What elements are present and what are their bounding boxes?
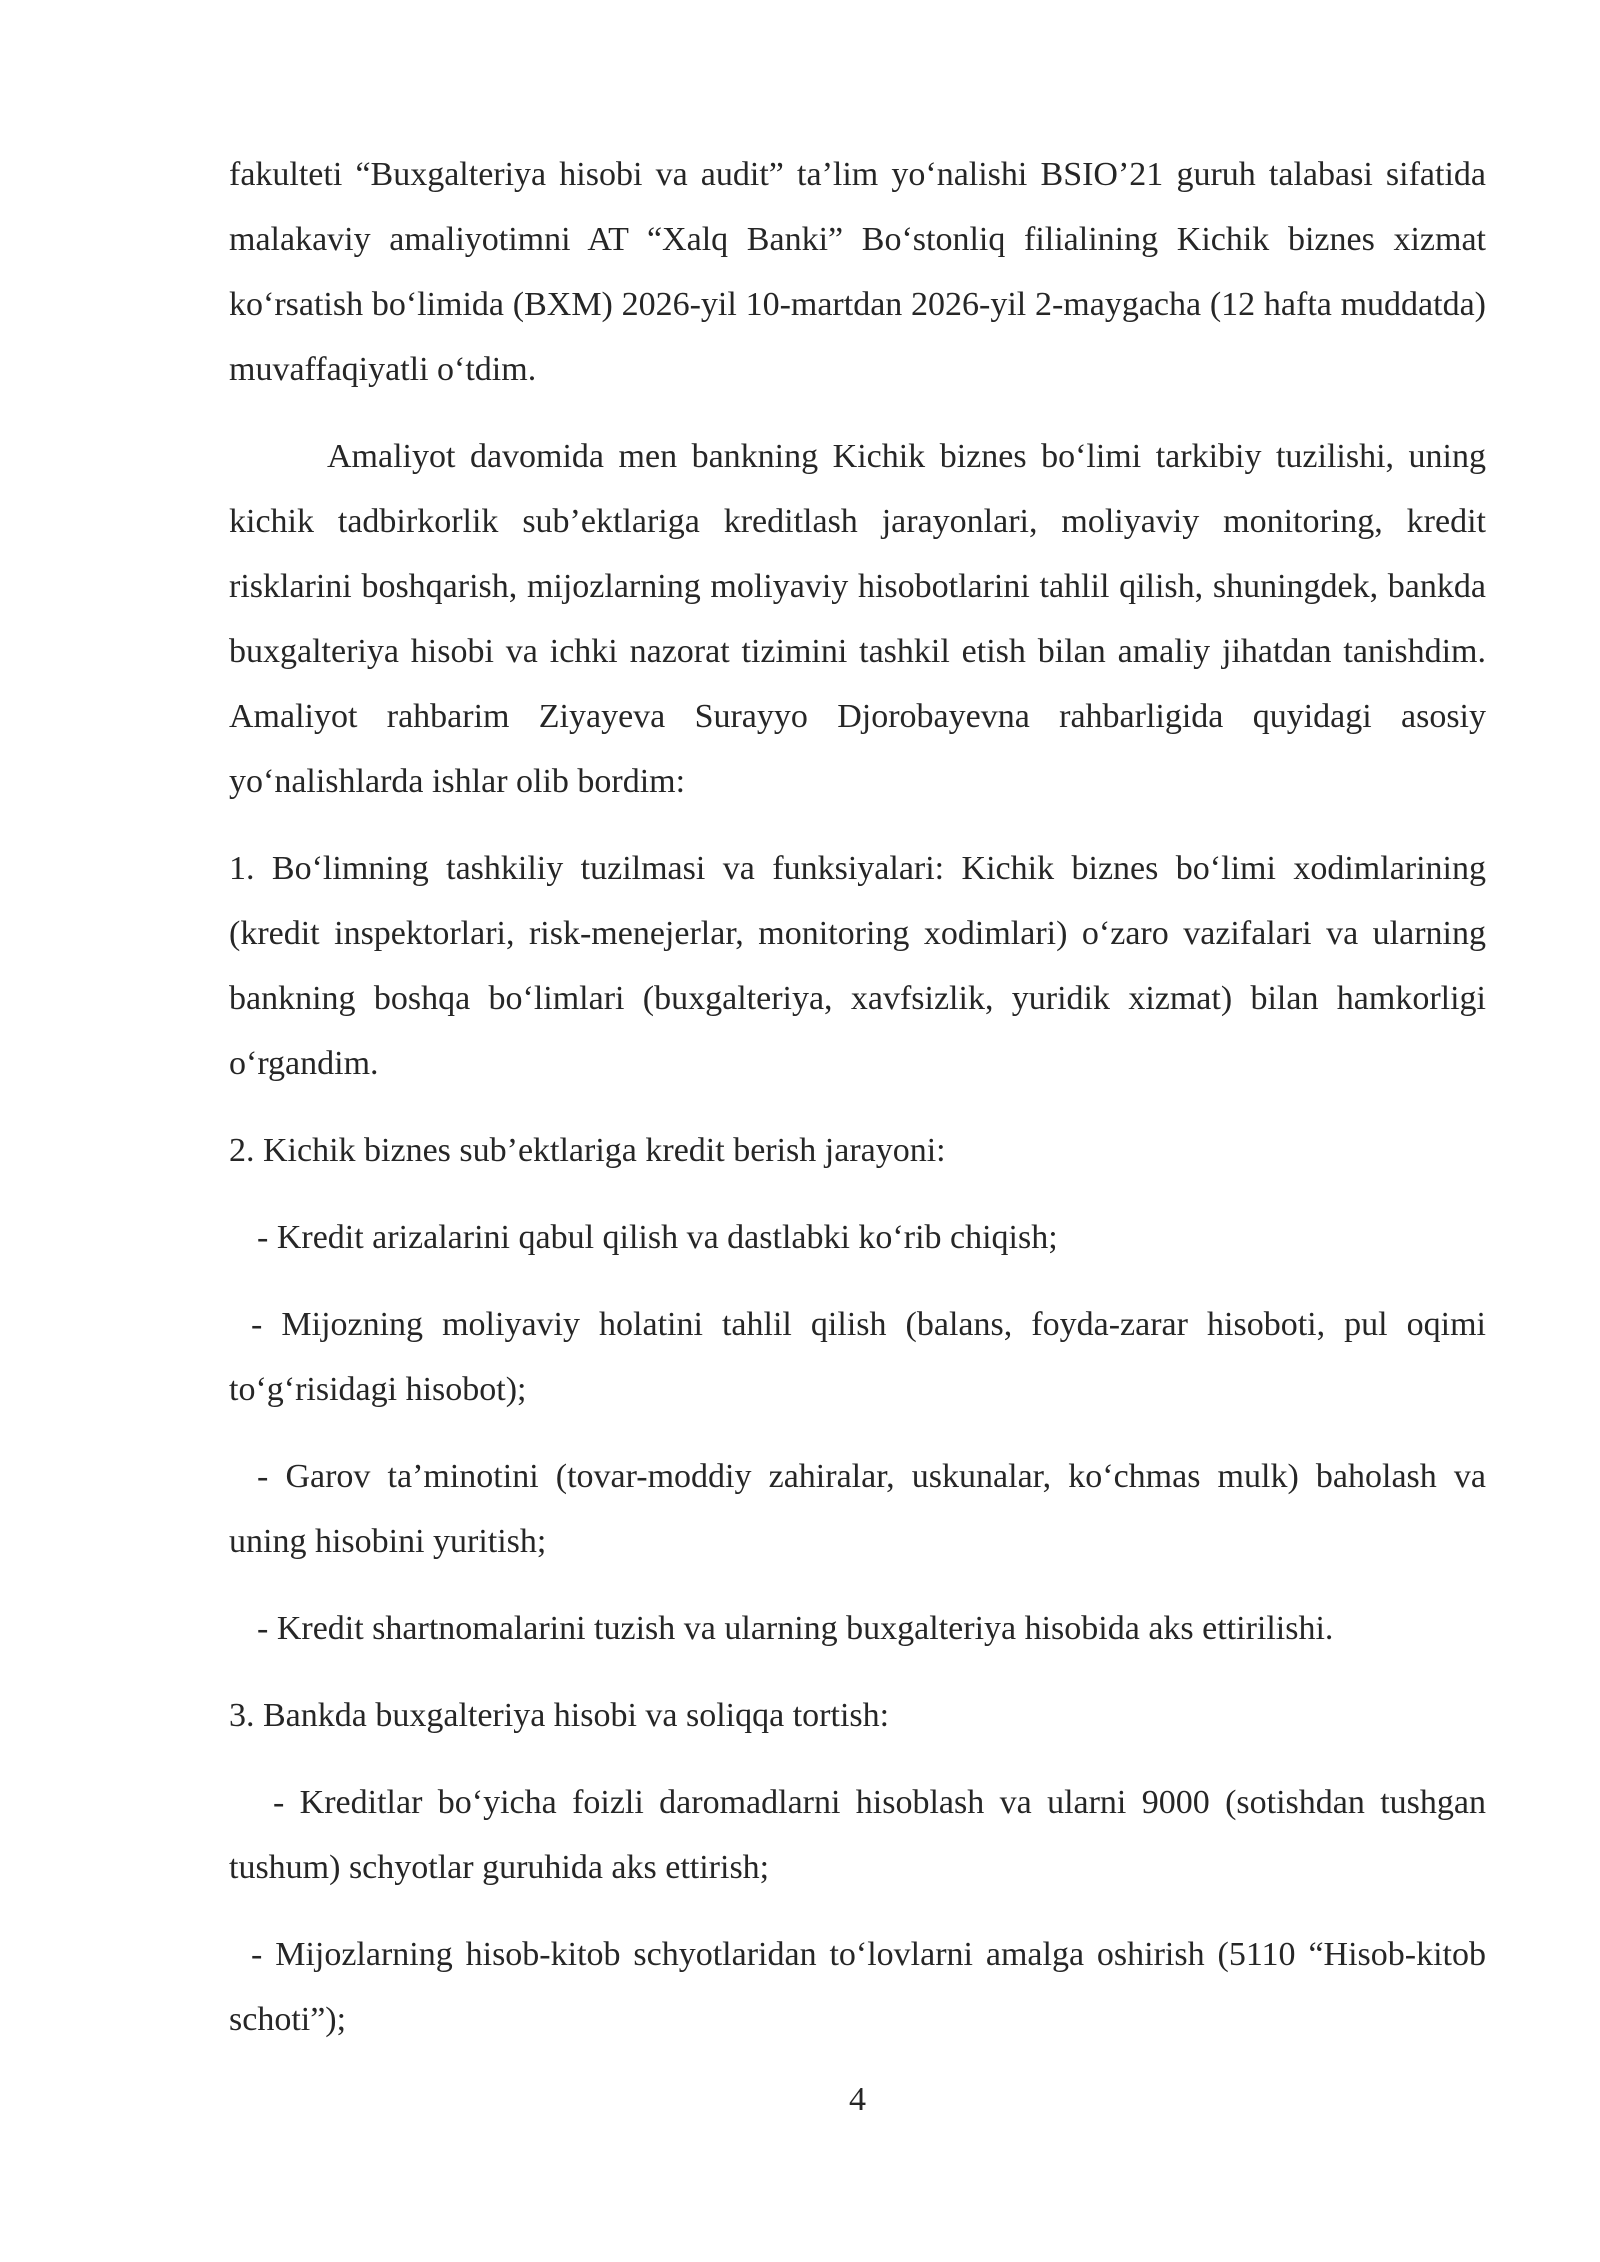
list-item: - Mijozlarning hisob-kitob schyotlaridan to‘lovlarni amalga oshirish (5110 “Hisob-kitob schoti”);: [229, 1936, 1486, 2038]
list-item: - Mijozning moliyaviy holatini tahlil qilish (balans, foyda-zarar hisoboti, pul oqimi to‘g‘risidagi hisobot);: [229, 1306, 1486, 1408]
paragraph-practice-overview: Amaliyot davomida men bankning Kichik biznes bo‘limi tarkibiy tuzilishi, uning kichik tadbirkorlik sub’ektlariga kreditlash jarayonlari, moliyaviy monitoring, kredit risklarini boshqarish, mijozlarning moliyaviy hisobotlarini tahlil qilish, shuningdek, bankda buxgalteriya hisobi va ichki nazorat tizimini tashkil etish bilan amaliy jihatdan tanishdim. Amaliyot rahbarim Ziyayeva Surayyo Djorobayevna rahbarligida quyidagi asosiy yo‘nalishlarda ishlar olib bordim:: [229, 438, 1486, 800]
section-1-organizational-structure: 1. Bo‘limning tashkiliy tuzilmasi va funksiyalari: Kichik biznes bo‘limi xodimlarining (kredit inspektorlari, risk-menejerlar, monitoring xodimlari) o‘zaro vazifalari va ularning bankning boshqa bo‘limlari (buxgalteriya, xavfsizlik, yuridik xizmat) bilan hamkorligi o‘rgandim.: [229, 850, 1486, 1082]
page-number: 4: [849, 2081, 866, 2118]
section-3-heading: 3. Bankda buxgalteriya hisobi va soliqqa tortish:: [229, 1697, 890, 1734]
list-item: - Garov ta’minotini (tovar-moddiy zahiralar, uskunalar, ko‘chmas mulk) baholash va uning hisobini yuritish;: [229, 1458, 1486, 1560]
section-2-heading: 2. Kichik biznes sub’ektlariga kredit berish jarayoni:: [229, 1132, 946, 1169]
document-page: [229, 142, 1486, 2052]
paragraph-intro-continuation: fakulteti “Buxgalteriya hisobi va audit” ta’lim yo‘nalishi BSIO’21 guruh talabasi sifatida malakaviy amaliyotimni AT “Xalq Banki” Bo‘stonliq filialining Kichik biznes xizmat ko‘rsatish bo‘limida (BXM) 2026-yil 10-martdan 2026-yil 2-maygacha (12 hafta muddatda) muvaffaqiyatli o‘tdim.: [229, 156, 1486, 388]
list-item: - Kredit arizalarini qabul qilish va dastlabki ko‘rib chiqish;: [257, 1219, 1058, 1256]
list-item: - Kreditlar bo‘yicha foizli daromadlarni hisoblash va ularni 9000 (sotishdan tushgan tushum) schyotlar guruhida aks ettirish;: [229, 1784, 1486, 1886]
list-item: - Kredit shartnomalarini tuzish va ularning buxgalteriya hisobida aks ettirilishi.: [257, 1610, 1334, 1647]
